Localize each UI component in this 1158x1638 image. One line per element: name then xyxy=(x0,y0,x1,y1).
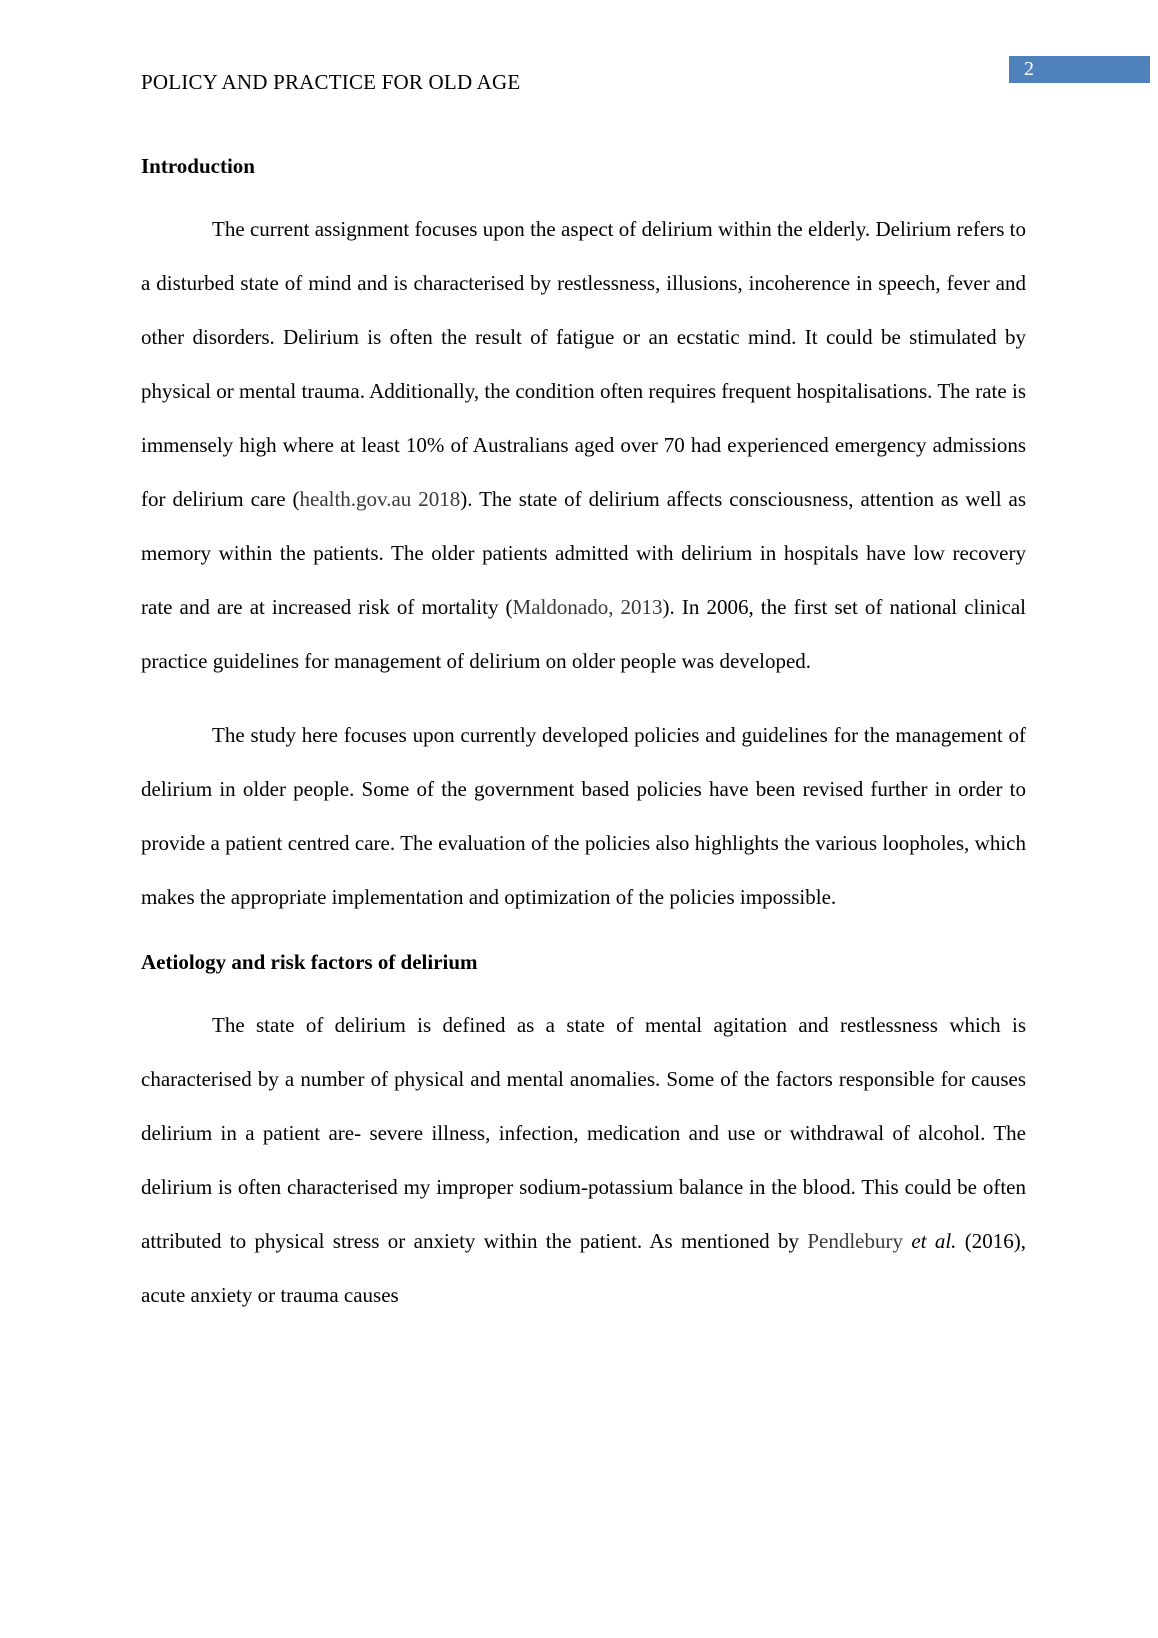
running-head: POLICY AND PRACTICE FOR OLD AGE xyxy=(141,70,521,94)
document-body xyxy=(141,146,1026,1322)
citation-pendlebury: Pendlebury xyxy=(807,1229,903,1253)
page-number: 2 xyxy=(1024,58,1034,80)
aetiology-p1-text-b: (2016), acute anxiety or trauma causes xyxy=(141,1229,1026,1307)
intro-p1-text-c: ). In 2006, the first set of national clinical practice guidelines for management of delirium on older people was developed. xyxy=(141,595,1026,673)
aetiology-paragraph-1 xyxy=(141,998,1026,1322)
aetiology-p1-text-a: The state of delirium is defined as a state of mental agitation and restlessness which is characterised by a number of physical and mental anomalies. Some of the factors responsible for causes delirium in a patient are- severe illness, infection, medication and use or withdrawal of alcohol. The delirium is often characterised my improper sodium-potassium balance in the blood. This could be often attributed to physical stress or anxiety within the patient. As mentioned by xyxy=(141,1013,1026,1253)
section-heading-aetiology: Aetiology and risk factors of delirium xyxy=(141,950,478,974)
intro-p1-text-b: ). The state of delirium affects consciousness, attention as well as memory within the patients. The older patients admitted with delirium in hospitals have low recovery rate and are at increased risk of mortality ( xyxy=(141,487,1027,619)
intro-p1-text-a: The current assignment focuses upon the aspect of delirium within the elderly. Delirium refers to a disturbed state of mind and is characterised by restlessness, illusions, incoherence in speech, fever and other disorders. Delirium is often the result of fatigue or an ecstatic mind. It could be stimulated by physical or mental trauma. Additionally, the condition often requires frequent hospitalisations. The rate is immensely high where at least 10% of Australians aged over 70 had experienced emergency admissions for delirium care ( xyxy=(141,217,1026,511)
citation-maldonado: Maldonado, 2013 xyxy=(512,595,663,619)
citation-et-al: et al. xyxy=(911,1229,957,1253)
intro-paragraph-1 xyxy=(141,202,1026,688)
page-number-badge xyxy=(1009,56,1150,83)
section-heading-introduction: Introduction xyxy=(141,154,255,178)
intro-paragraph-2: The study here focuses upon currently developed policies and guidelines for the management of delirium in older people. Some of the government based policies have been revised further in order to provide a patient centred care. The evaluation of the policies also highlights the various loopholes, which makes the appropriate implementation and optimization of the policies impossible. xyxy=(141,723,1026,909)
citation-health-gov: health.gov.au 2018 xyxy=(299,487,461,511)
